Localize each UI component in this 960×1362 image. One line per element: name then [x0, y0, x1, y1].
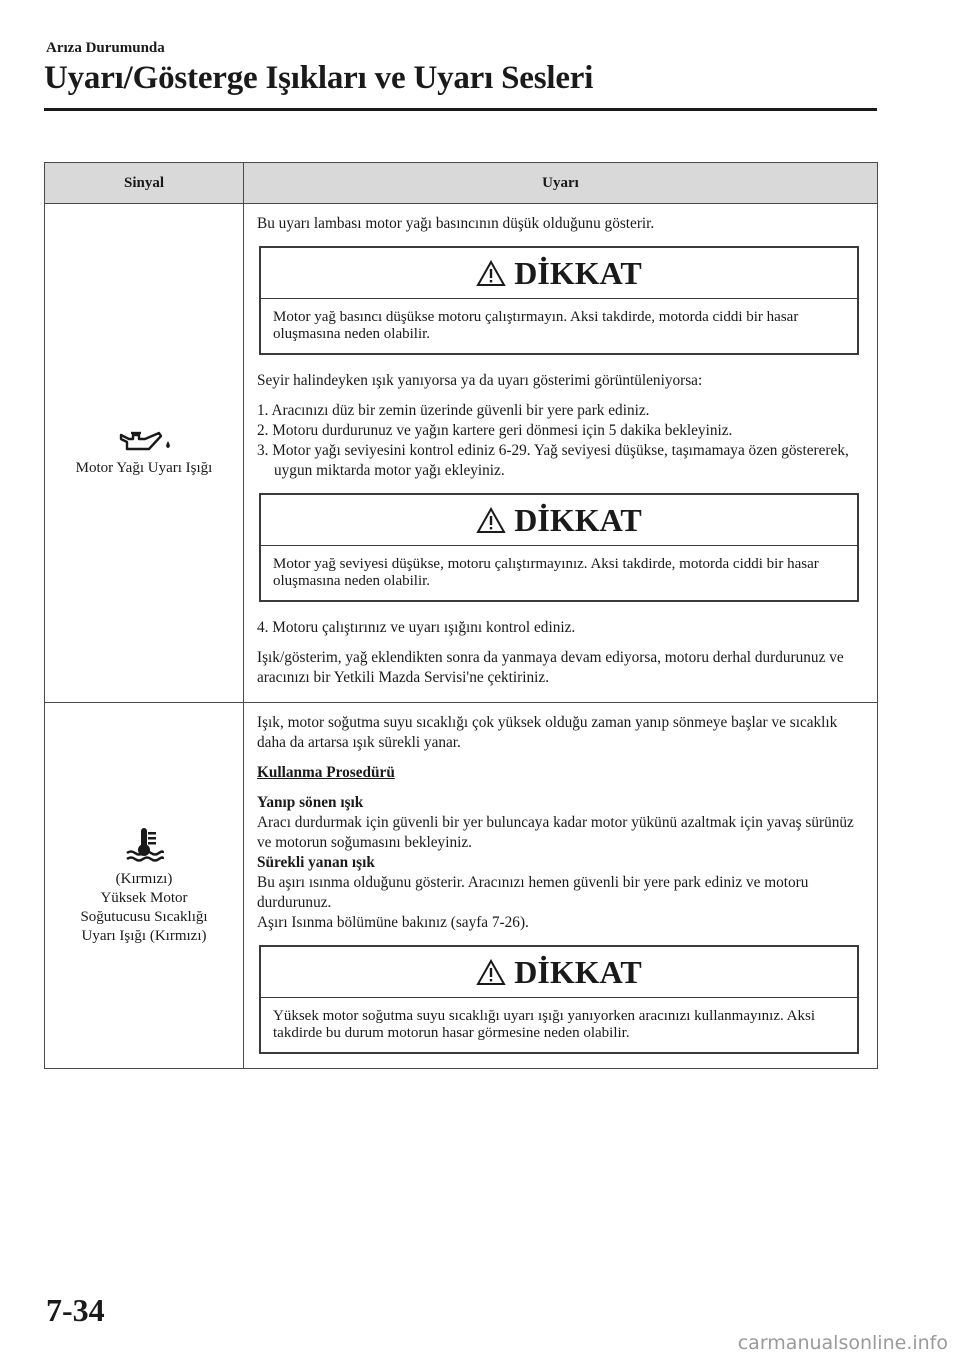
oil-intro-text: Bu uyarı lambası motor yağı basıncının düşük olduğunu gösterir. [257, 215, 655, 232]
table-row [45, 703, 878, 1069]
page-number: 7-34 [46, 1292, 105, 1328]
step-item: 1. Aracınızı düz bir zemin üzerinde güvenli bir yere park ediniz. [257, 402, 650, 419]
caution-text: Yüksek motor soğutma suyu sıcaklığı uyarı ışığı yanıyorken aracınızı kullanmayınız. Aksi takdirde bu durum motorun hasar görmesine neden olabilir. [273, 1008, 815, 1041]
signal-label-coolant: Yüksek Motor [100, 889, 188, 906]
signal-cell-oil [45, 204, 244, 703]
signal-label-coolant: (Kırmızı) [115, 870, 173, 887]
signal-label-oil: Motor Yağı Uyarı Işığı [75, 459, 213, 476]
oil-can-icon [115, 429, 173, 453]
warning-cell-oil [244, 204, 878, 703]
procedure-body [257, 793, 857, 933]
caution-text: Motor yağ basıncı düşükse motoru çalıştırmayın. Aksi takdirde, motorda ciddi bir hasar oluşmasına neden olabilir. [273, 309, 799, 342]
steady-text: Bu aşırı ısınma olduğunu gösterir. Aracınızı hemen güvenli bir yere park ediniz ve motoru durdurunuz. [257, 874, 809, 911]
caution-heading [261, 248, 857, 299]
warning-triangle-icon [476, 959, 506, 986]
warning-cell-coolant [244, 703, 878, 1069]
caution-heading [261, 495, 857, 546]
reference-text: Aşırı Isınma bölümüne bakınız (sayfa 7-26). [257, 914, 529, 931]
signal-label-coolant: Soğutucusu Sıcaklığı [80, 908, 208, 925]
oil-condition-text: Seyir halindeyken ışık yanıyorsa ya da uyarı gösterimi görüntüleniyorsa: [257, 372, 703, 389]
step-item: 2. Motoru durdurunuz ve yağın kartere geri dönmesi için 5 dakika bekleyiniz. [257, 422, 733, 439]
caution-heading-text: DİKKAT [514, 255, 642, 291]
caution-box [259, 945, 859, 1054]
flashing-heading: Yanıp sönen ışık [257, 794, 364, 811]
caution-box [259, 493, 859, 602]
signal-cell-coolant [45, 703, 244, 1069]
watermark: carmanualsonline.info [737, 1332, 948, 1354]
title-divider [44, 108, 877, 111]
section-label: Arıza Durumunda [46, 40, 165, 56]
column-header-warning: Uyarı [244, 163, 878, 204]
signals-table [44, 162, 878, 1069]
coolant-intro-text: Işık, motor soğutma suyu sıcaklığı çok yüksek olduğu zaman yanıp sönmeye başlar ve sıcaklık daha da artarsa ışık sürekli yanar. [257, 714, 838, 751]
flashing-text: Aracı durdurmak için güvenli bir yer buluncaya kadar motor yükünü azaltmak için yavaş sürünüz ve motorun soğumasını bekleyiniz. [257, 814, 854, 851]
caution-heading [261, 947, 857, 998]
page-title: Uyarı/Gösterge Işıkları ve Uyarı Sesleri [44, 60, 594, 96]
steady-heading: Sürekli yanan ışık [257, 854, 375, 871]
caution-heading-text: DİKKAT [514, 954, 642, 990]
step-item: 3. Motor yağı seviyesini kontrol ediniz 6-29. Yağ seviyesi düşükse, taşımamaya özen göstererek, uygun miktarda motor yağı ekleyiniz. [257, 442, 849, 479]
signal-label-coolant: Uyarı Işığı (Kırmızı) [81, 927, 207, 944]
caution-heading-text: DİKKAT [514, 502, 642, 538]
procedure-heading: Kullanma Prosedürü [257, 764, 395, 781]
warning-triangle-icon [476, 260, 506, 287]
step-list [257, 401, 857, 481]
warning-triangle-icon [476, 507, 506, 534]
oil-final-text: Işık/gösterim, yağ eklendikten sonra da yanmaya devam ediyorsa, motoru derhal durdurunuz ve aracınızı bir Yetkili Mazda Servisi'ne çektiriniz. [257, 649, 844, 686]
caution-text: Motor yağ seviyesi düşükse, motoru çalıştırmayınız. Aksi takdirde, motorda ciddi bir hasar oluşmasına neden olabilir. [273, 556, 819, 589]
table-row [45, 204, 878, 703]
table-header-row [45, 163, 878, 204]
coolant-temperature-icon [124, 826, 164, 864]
caution-box [259, 246, 859, 355]
step-item: 4. Motoru çalıştırınız ve uyarı ışığını kontrol ediniz. [257, 619, 576, 636]
column-header-signal: Sinyal [45, 163, 244, 204]
